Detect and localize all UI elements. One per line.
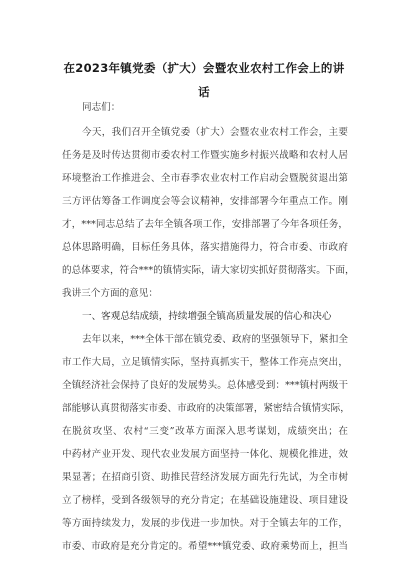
body-line: 中药材产业开发、现代农业发展方面坚持一体化、规模化推进，效 [62,449,348,460]
body-line: 市委、市政府是充分肯定的。希望***镇党委、政府乘势而上，担当 [62,541,348,552]
body-line: 部能够认真贯彻落实市委、市政府的决策部署，紧密结合镇情实际， [62,403,350,414]
salutation: 同志们： [82,102,121,113]
body-line: 在脱贫攻坚、农村“三变”改革方面深入思考谋划，成绩突出；在 [62,426,348,437]
body-line: 的总体要求，符合***的镇情实际，请大家切实抓好贯彻落实。下面， [62,265,355,276]
body-line: 等方面持续发力，发展的步伐进一步加快。对于全镇去年的工作， [62,518,348,529]
body-line: 今天，我们召开全镇党委（扩大）会暨农业农村工作会，主要 [82,127,348,138]
title-line-1: 在2023年镇党委（扩大）会暨农业农村工作会上的讲 [63,61,345,75]
body-line: 去年以来，***全体干部在镇党委、政府的坚强领导下，紧扣全 [82,334,348,345]
title-line-2: 话 [198,85,210,99]
body-line: 环境整治工作推进会、全市春季农业农村工作启动会暨脱贫退出第 [62,173,348,184]
body-line: 立了榜样，受到各级领导的充分肯定；在基础设施建设、项目建设 [62,495,348,506]
body-line: 市工作大局，立足镇情实际，坚持真抓实干，整体工作亮点突出， [62,357,348,368]
body-line: 果显著；在招商引资、助推民营经济发展方面先行先试，为全市树 [62,472,348,483]
body-line: 任务是及时传达贯彻市委农村工作暨实施乡村振兴战略和农村人居 [62,150,348,161]
body-line: 三方评估筹备工作调度会等会议精神，安排部署今年重点工作。刚 [62,196,348,207]
body-line: 我讲三个方面的意见： [62,288,158,299]
body-line: 全镇经济社会保持了良好的发展势头。总体感受到：***镇村两级干 [62,380,348,391]
body-line: 总体思路明确，目标任务具体，落实措施得力，符合市委、市政府 [62,242,348,253]
section-heading: 一、客观总结成绩，持续增强全镇高质量发展的信心和决心 [82,311,332,322]
body-line: 才，***同志总结了去年全镇各项工作，安排部署了今年各项任务， [62,219,348,230]
